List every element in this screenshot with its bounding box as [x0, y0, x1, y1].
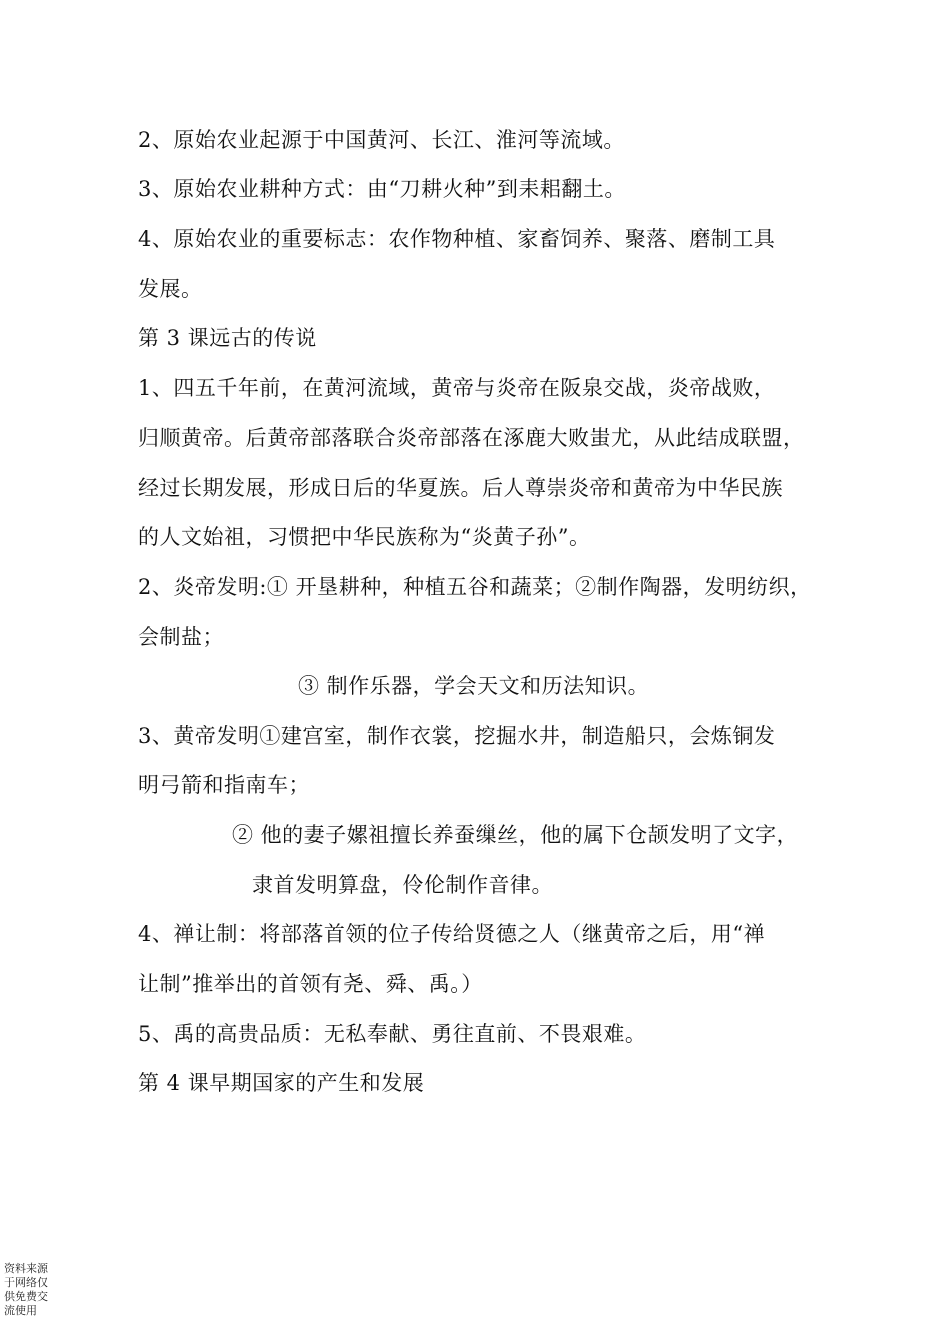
text-line: 隶首发明算盘，伶伦制作音律。: [252, 873, 553, 897]
text-line: 3、黄帝发明①建宫室，制作衣裳，挖掘水井，制造船只，会炼铜发: [138, 724, 776, 748]
text-line: 的人文始祖，习惯把中华民族称为“炎黄子孙”。: [138, 525, 591, 549]
text-line: 经过长期发展，形成日后的华夏族。后人尊崇炎帝和黄帝为中华民族: [138, 476, 783, 500]
section-heading: 第 3 课远古的传说: [138, 326, 317, 350]
text-line: 5、禹的高贵品质：无私奉献、勇往直前、不畏艰难。: [138, 1022, 647, 1046]
text-line: ② 他的妻子嫘祖擅长养蚕缫丝，他的属下仓颉发明了文字，: [232, 823, 799, 847]
text-line: 发展。: [138, 277, 203, 301]
text-line: 3、原始农业耕种方式：由“刀耕火种”到耒耜翻土。: [138, 177, 626, 201]
text-line: 4、原始农业的重要标志：农作物种植、家畜饲养、聚落、磨制工具: [138, 227, 776, 251]
section-heading: 第 4 课早期国家的产生和发展: [138, 1071, 425, 1095]
text-line: 2、原始农业起源于中国黄河、长江、淮河等流域。: [138, 128, 625, 152]
text-line: 明弓箭和指南车；: [138, 773, 310, 797]
text-line: 让制”推举出的首领有尧、舜、禹。）: [138, 972, 483, 996]
text-line: 4、禅让制：将部落首领的位子传给贤德之人（继黄帝之后，用“禅: [138, 922, 766, 946]
text-line: 归顺黄帝。后黄帝部落联合炎帝部落在涿鹿大败蚩尤，从此结成联盟，: [138, 426, 805, 450]
text-line: ③ 制作乐器，学会天文和历法知识。: [298, 674, 650, 698]
text-line: 1、四五千年前，在黄河流域，黄帝与炎帝在阪泉交战，炎帝战败，: [138, 376, 776, 400]
text-line: 会制盐；: [138, 625, 224, 649]
text-line: 2、炎帝发明:① 开垦耕种，种植五谷和蔬菜；②制作陶器，发明纺织，: [138, 575, 812, 599]
footer-note: 资料来源于网络仅供免费交流使用: [4, 1262, 48, 1317]
